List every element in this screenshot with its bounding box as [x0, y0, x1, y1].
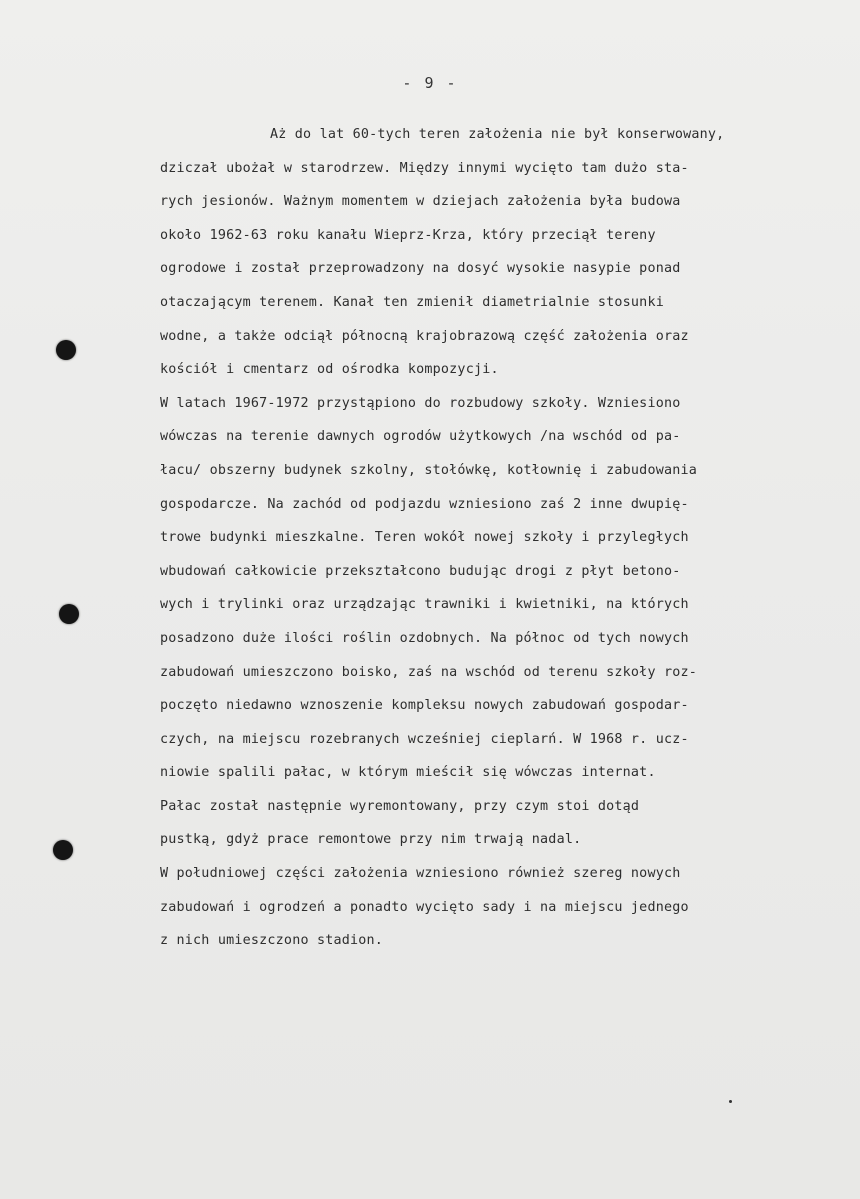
text-line: łacu/ obszerny budynek szkolny, stołówkę, kotłownię i zabudowania [160, 462, 698, 478]
text-line: niowie spalili pałac, w którym mieścił się wówczas internat. [160, 765, 656, 781]
text-line: z nich umieszczono stadion. [160, 933, 384, 949]
page-number: - 9 - [402, 74, 458, 92]
text-line: zabudowań umieszczono boisko, zaś na wschód od terenu szkoły roz- [160, 664, 698, 680]
text-line: kościół i cmentarz od ośrodka kompozycji. [160, 362, 499, 378]
text-line: wówczas na terenie dawnych ogrodów użytkowych /na wschód od pa- [160, 429, 681, 445]
text-line: pustką, gdyż prace remontowe przy nim trwają nadal. [160, 832, 582, 848]
text-line: wodne, a także odciął północną krajobrazową część założenia oraz [160, 328, 689, 344]
text-line: wych i trylinki oraz urządzając trawniki i kwietniki, na których [160, 597, 689, 613]
punch-hole [56, 340, 76, 360]
text-line: W latach 1967-1972 przystąpiono do rozbudowy szkoły. Wzniesiono [160, 395, 681, 411]
punch-hole [59, 604, 79, 624]
ink-speck [729, 1100, 732, 1103]
text-line: otaczającym terenem. Kanał ten zmienił diametrialnie stosunki [160, 294, 664, 310]
text-line: gospodarcze. Na zachód od podjazdu wzniesiono zaś 2 inne dwupię- [160, 496, 689, 512]
body-text [160, 118, 850, 958]
text-line: czych, na miejscu rozebranych wcześniej cieplarń. W 1968 r. ucz- [160, 731, 689, 747]
text-line: W południowej części założenia wzniesiono również szereg nowych [160, 866, 681, 882]
text-line: trowe budynki mieszkalne. Teren wokół nowej szkoły i przyległych [160, 530, 689, 546]
text-line: dziczał ubożał w starodrzew. Między innymi wycięto tam dużo sta- [160, 160, 689, 176]
text-line: Aż do lat 60-tych teren założenia nie był konserwowany, [270, 127, 725, 142]
text-line: rych jesionów. Ważnym momentem w dziejach założenia była budowa [160, 194, 681, 210]
text-line: ogrodowe i został przeprowadzony na dosyć wysokie nasypie ponad [160, 261, 681, 277]
punch-hole [53, 840, 73, 860]
text-line: posadzono duże ilości roślin ozdobnych. Na północ od tych nowych [160, 630, 689, 646]
text-line: około 1962-63 roku kanału Wieprz-Krza, który przeciął tereny [160, 227, 656, 243]
text-line: zabudowań i ogrodzeń a ponadto wycięto sady i na miejscu jednego [160, 899, 689, 915]
text-line: poczęto niedawno wznoszenie kompleksu nowych zabudowań gospodar- [160, 698, 689, 714]
text-line: wbudowań całkowicie przekształcono budując drogi z płyt betono- [160, 563, 681, 579]
text-line: Pałac został następnie wyremontowany, przy czym stoi dotąd [160, 798, 640, 814]
